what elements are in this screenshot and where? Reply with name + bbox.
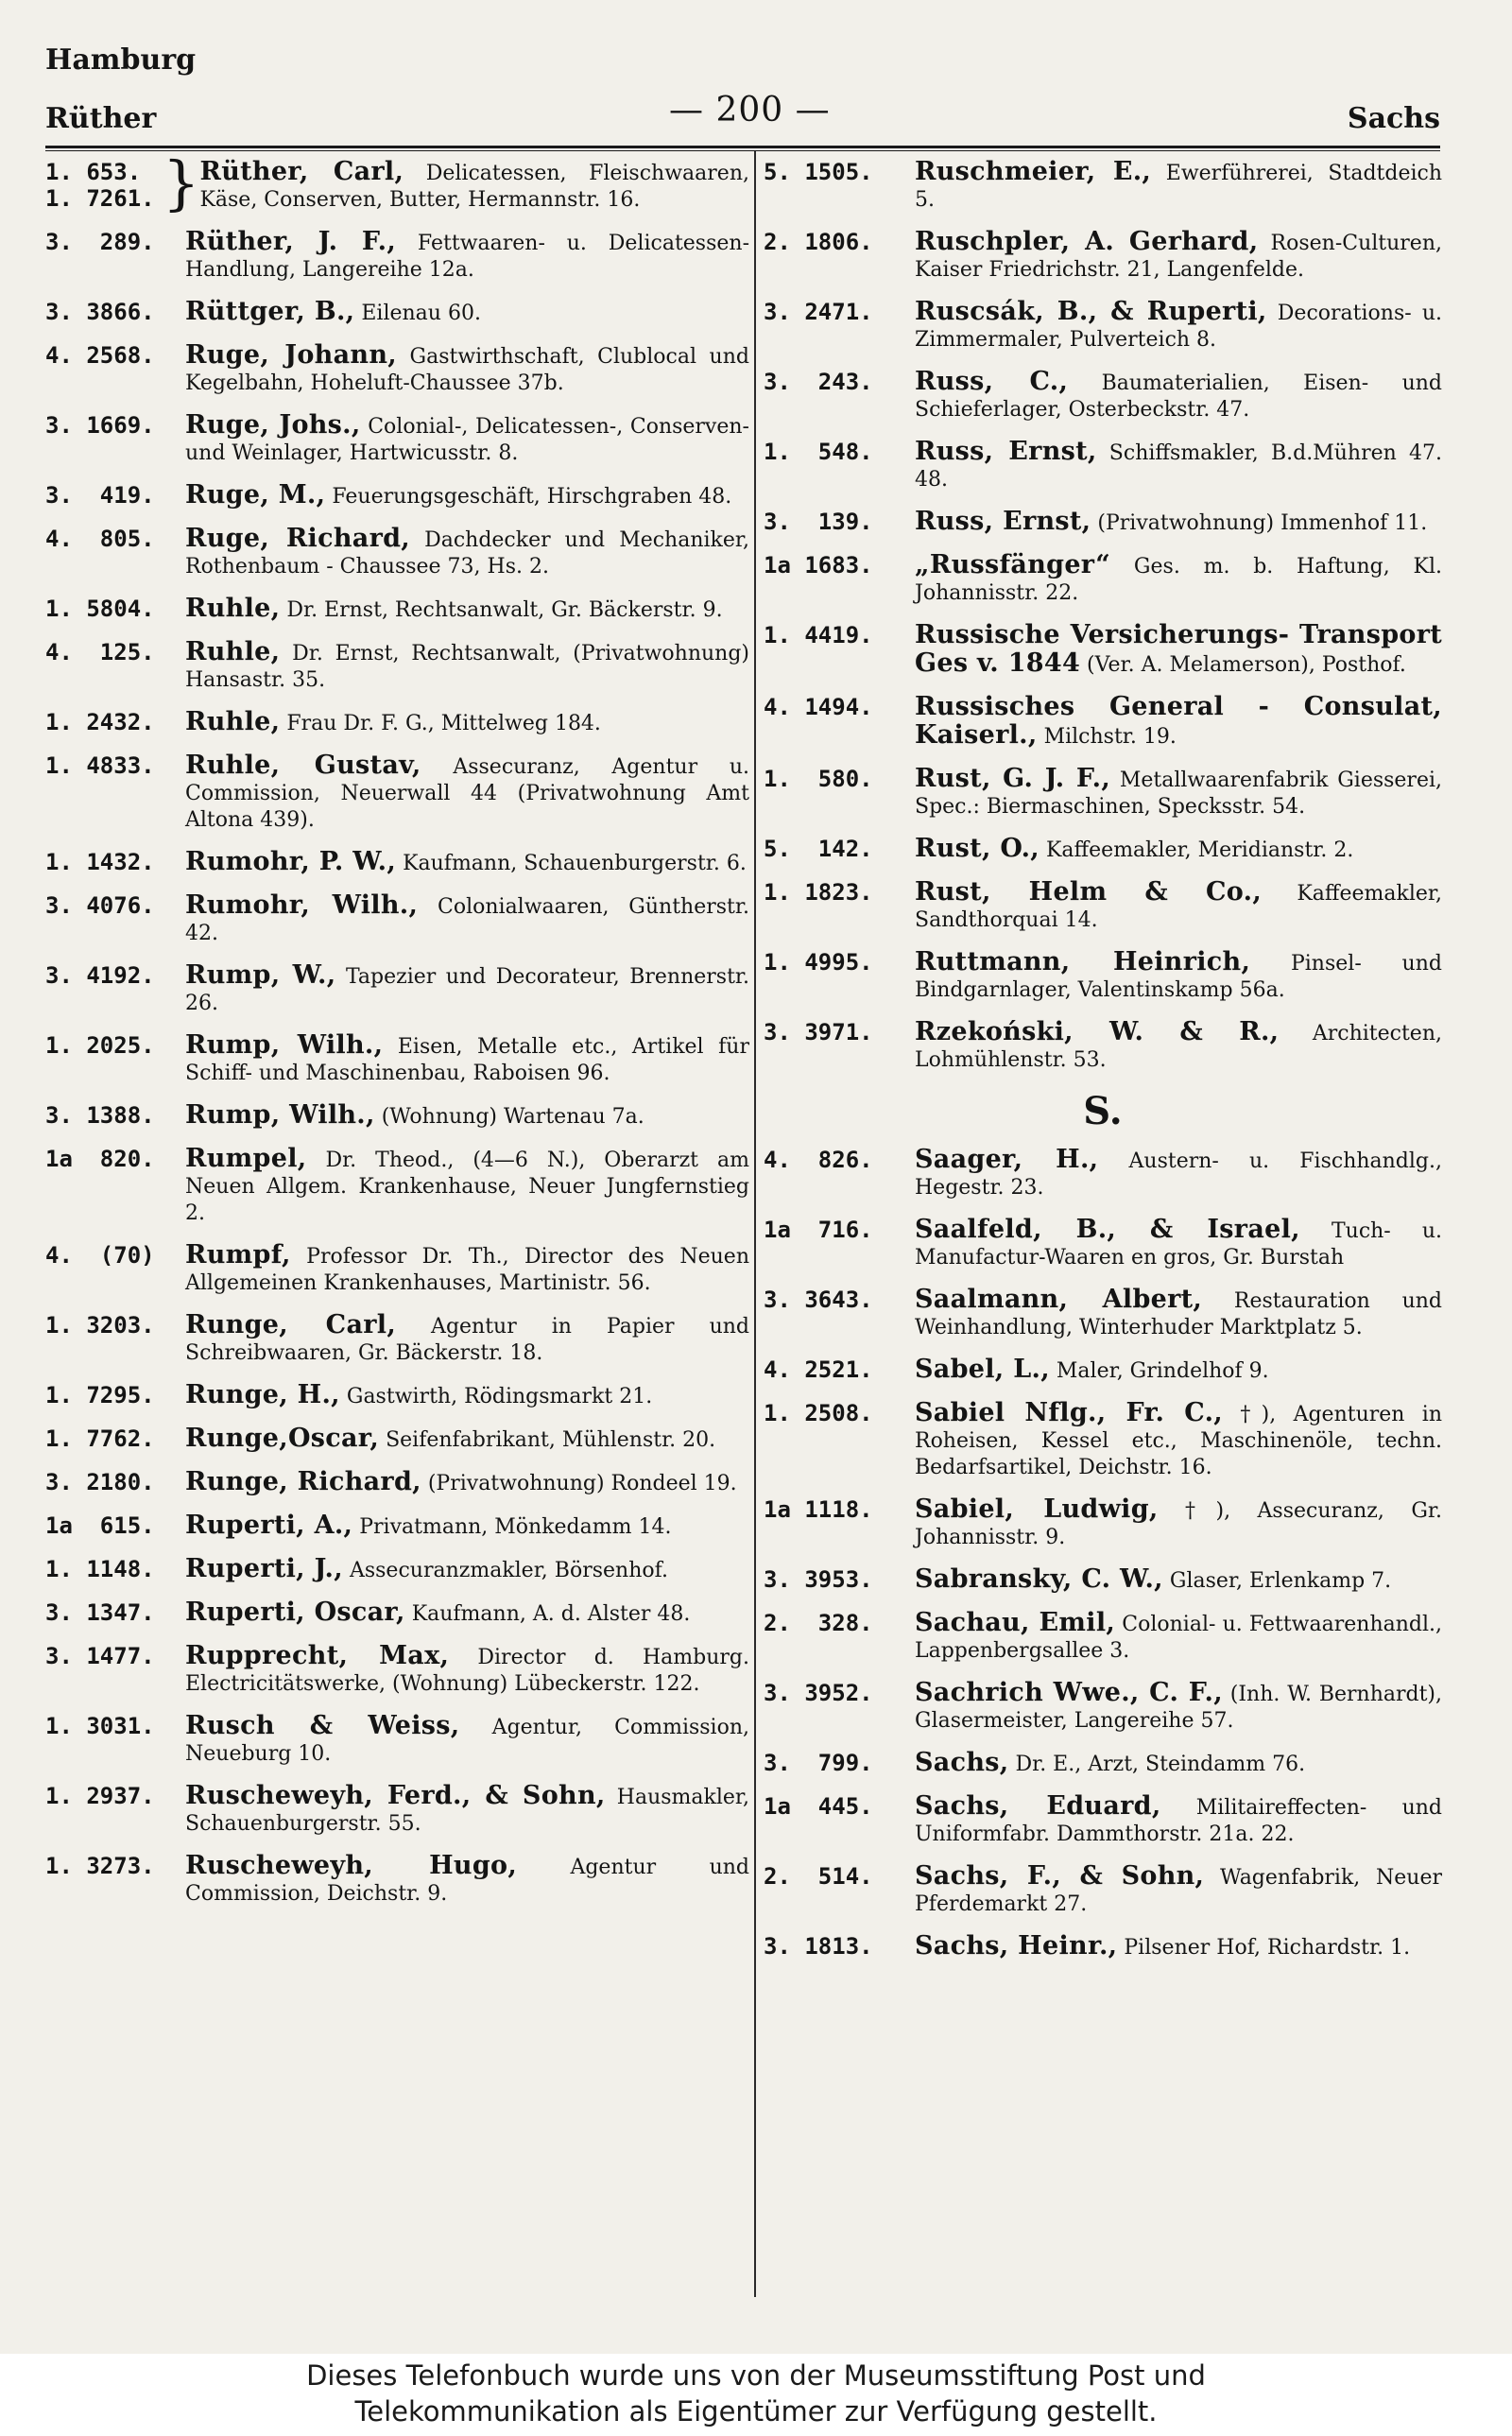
entry-detail: †), Agenturen in Roheisen, Kessel etc., Maschinenöle, techn. Bedarfsartikel, Deichstr. 16. — [915, 1403, 1442, 1479]
entry-detail: Gastwirthschaft, Clublocal und Kegelbahn, Hoheluft-Chaussee 37b. — [185, 345, 749, 395]
entry-detail: Kaufmann, Schauenburgerstr. 6. — [396, 852, 747, 875]
entry-name: Rumohr, Wilh., — [185, 890, 419, 920]
entry-body — [185, 299, 749, 327]
entry-name: Ruhle, Gustav, — [185, 751, 421, 780]
entry-name: Sabiel Nflg., Fr. C., — [915, 1398, 1223, 1427]
entry-name: Rüttger, B., — [185, 297, 355, 326]
entry-detail: (Wohnung) Wartenau 7a. — [374, 1105, 644, 1129]
entry-number: 3. 1347. — [45, 1599, 155, 1626]
header-last-entry: Sachs — [1347, 102, 1440, 135]
entry-detail: Dr. Ernst, Rechtsanwalt, (Privatwohnung) Hansastr. 35. — [185, 642, 749, 692]
s-section — [764, 1147, 1442, 1961]
entry-body — [915, 949, 1442, 1004]
entry-name: Rüther, Carl, — [199, 157, 404, 186]
entry-body — [185, 1242, 749, 1297]
entry-number: 1. 3273. — [45, 1853, 155, 1879]
entry-name: Ruhle, — [185, 707, 281, 736]
directory-entry — [45, 148, 749, 217]
entry-body — [915, 1750, 1442, 1778]
entry-body — [915, 622, 1442, 679]
entry-body — [915, 1863, 1442, 1918]
entry-detail: (Inh. W. Bernhardt), Glasermeister, Langereihe 57. — [915, 1683, 1442, 1733]
left-column — [45, 148, 750, 1923]
entry-detail: Dr. Ernst, Rechtsanwalt, Gr. Bäckerstr. 9. — [280, 598, 723, 622]
entry-detail: Dr. E., Arzt, Steindamm 76. — [1008, 1753, 1306, 1776]
entry-body — [185, 1146, 749, 1227]
entry-name: Ruge, Johs., — [185, 410, 361, 440]
entry-detail: Kaufmann, A. d. Alster 48. — [404, 1602, 691, 1626]
entry-number: 4. 826. — [764, 1147, 873, 1173]
entry-number: 3. 4192. — [45, 962, 155, 989]
entry-name: Sachau, Emil, — [915, 1608, 1116, 1637]
directory-entry — [45, 1556, 749, 1584]
directory-entry — [45, 1242, 749, 1297]
entry-number: 1. 1823. — [764, 879, 873, 906]
directory-entry — [45, 1032, 749, 1087]
entry-detail: Colonialwaaren, Güntherstr. 42. — [185, 895, 749, 945]
entry-detail: Glaser, Erlenkamp 7. — [1162, 1569, 1392, 1593]
directory-entry — [45, 1312, 749, 1367]
entry-detail: Kaffeemakler, Meridianstr. 2. — [1039, 838, 1354, 862]
directory-entry — [764, 509, 1442, 537]
entry-body — [185, 639, 749, 694]
entry-name: Rust, Helm & Co., — [915, 877, 1263, 907]
entry-number: 3. 139. — [764, 509, 873, 535]
entry-body — [185, 1853, 749, 1908]
entry-number: 1a 615. — [45, 1512, 155, 1539]
right-column — [764, 159, 1442, 1977]
entry-name: Rump, Wilh., — [185, 1030, 384, 1060]
entry-body — [185, 752, 749, 834]
entry-number: 3. 2180. — [45, 1469, 155, 1495]
column-divider — [754, 151, 756, 2297]
entry-name: Sabransky, C. W., — [915, 1564, 1163, 1594]
entry-body — [185, 709, 749, 737]
entry-name: Rumpel, — [185, 1144, 307, 1173]
entry-detail: Pilsener Hof, Richardstr. 1. — [1117, 1936, 1411, 1960]
entry-number: 1. 2025. — [45, 1032, 155, 1059]
entry-detail: Dr. Theod., (4—6 N.), Oberarzt am Neuen Allgem. Krankenhause, Neuer Jungfernstieg 2. — [185, 1149, 749, 1225]
directory-entry — [764, 1356, 1442, 1385]
directory-entry — [764, 1750, 1442, 1778]
entry-name: Ruscsák, B., & Ruperti, — [915, 297, 1267, 326]
directory-entry — [764, 159, 1442, 214]
directory-entry — [764, 552, 1442, 607]
footer-line: Dieses Telefonbuch wurde uns von der Museumsstiftung Post und — [306, 2359, 1206, 2392]
entry-name: Russische Versicherungs- Transport Ges v. 1844 — [915, 620, 1442, 678]
entry-body — [185, 1312, 749, 1367]
entry-number: 1. 2508. — [764, 1400, 873, 1426]
footer-line: Telekommunikation als Eigentümer zur Verfügung gestellt. — [354, 2395, 1158, 2427]
entry-name: Ruge, Johann, — [185, 340, 397, 370]
directory-entry — [764, 1019, 1442, 1074]
entry-detail: †), Assecuranz, Gr. Johannisstr. 9. — [915, 1499, 1442, 1549]
entry-number: 3. 799. — [764, 1750, 873, 1776]
entry-detail: Colonial- u. Fettwaarenhandl., Lappenbergsallee 3. — [915, 1613, 1442, 1663]
entry-body — [915, 836, 1442, 864]
entry-number: 1a 820. — [45, 1146, 155, 1172]
directory-entry — [764, 229, 1442, 284]
entry-number: 1. 653. — [45, 159, 142, 185]
entry-body — [185, 526, 749, 580]
entry-number: 3. 243. — [764, 369, 873, 395]
entry-number: 1. 4419. — [764, 622, 873, 648]
entry-detail: (Privatwohnung) Immenhof 11. — [1091, 511, 1428, 535]
directory-entry — [764, 299, 1442, 354]
entry-number: 1. 4833. — [45, 752, 155, 779]
entry-detail: Decorations- u. Zimmermaler, Pulverteich 8. — [915, 302, 1442, 352]
entry-number: 1. 3031. — [45, 1713, 155, 1739]
entry-number: 1. 4995. — [764, 949, 873, 976]
directory-entry — [764, 1566, 1442, 1595]
directory-entry — [45, 892, 749, 947]
entry-body — [185, 962, 749, 1017]
directory-entry — [764, 694, 1442, 751]
entry-detail: Delicatessen, Fleischwaaren, Käse, Conserven, Butter, Hermannstr. 16. — [199, 162, 749, 212]
entry-number: 5. 1505. — [764, 159, 873, 185]
entry-detail: Assecuranzmakler, Börsenhof. — [342, 1559, 668, 1582]
entry-detail: Milchstr. 19. — [1037, 725, 1177, 749]
entry-body — [185, 1382, 749, 1410]
directory-entry — [764, 1863, 1442, 1918]
entry-number: 3. 3971. — [764, 1019, 873, 1045]
directory-entry — [45, 1382, 749, 1410]
directory-entry — [45, 299, 749, 327]
entry-number: 3. 3953. — [764, 1566, 873, 1593]
directory-entry — [45, 962, 749, 1017]
entry-name: Sachrich Wwe., C. F., — [915, 1678, 1223, 1707]
entry-body — [185, 1783, 749, 1838]
entry-detail: (Ver. A. Melamerson), Posthof. — [1080, 653, 1406, 677]
entry-name: Sachs, Heinr., — [915, 1931, 1118, 1961]
entry-number: 1. 580. — [764, 766, 873, 792]
entry-number: 1a 1683. — [764, 552, 873, 579]
entry-body — [915, 1217, 1442, 1271]
entry-detail: Colonial-, Delicatessen-, Conserven- und Weinlager, Hartwicusstr. 8. — [185, 415, 749, 465]
entry-body — [185, 849, 749, 877]
entry-detail: Wagenfabrik, Neuer Pferdemarkt 27. — [915, 1866, 1442, 1916]
entry-detail: Seifenfabrikant, Mühlenstr. 20. — [379, 1428, 716, 1452]
directory-entry — [45, 1146, 749, 1227]
entry-name: Runge, Richard, — [185, 1467, 421, 1496]
entry-detail: Director d. Hamburg. Electricitätswerke, (Wohnung) Lübeckerstr. 122. — [185, 1646, 750, 1696]
entry-name: Sachs, Eduard, — [915, 1791, 1161, 1821]
entry-number: 1. 2937. — [45, 1783, 155, 1809]
entry-detail: Ges. m. b. Haftung, Kl. Johannisstr. 22. — [915, 555, 1442, 605]
entry-detail: Metallwaarenfabrik Giesserei, Spec.: Biermaschinen, Specksstr. 54. — [915, 769, 1443, 819]
entry-body — [915, 1933, 1442, 1961]
directory-entry — [45, 1469, 749, 1497]
entry-detail: Rosen-Culturen, Kaiser Friedrichstr. 21, Langenfelde. — [915, 232, 1442, 282]
directory-entry — [764, 1496, 1442, 1551]
entry-name: Rump, W., — [185, 960, 336, 990]
entry-body — [915, 369, 1442, 423]
entry-body — [915, 552, 1442, 607]
entry-detail: Maler, Grindelhof 9. — [1049, 1359, 1269, 1383]
entry-detail: Restauration und Weinhandlung, Winterhuder Marktplatz 5. — [915, 1289, 1442, 1339]
entry-detail: Fettwaaren- u. Delicatessen-Handlung, Langereihe 12a. — [185, 232, 750, 282]
entry-body — [185, 229, 749, 284]
directory-entry — [764, 766, 1442, 821]
entry-detail: Agentur in Papier und Schreibwaaren, Gr. Bäckerstr. 18. — [185, 1315, 749, 1365]
entry-body — [915, 1147, 1442, 1201]
directory-entry — [764, 1610, 1442, 1665]
entry-body — [915, 1566, 1442, 1595]
directory-entry — [45, 752, 749, 834]
entry-name: Rust, G. J. F., — [915, 764, 1111, 793]
entry-name: Ruperti, A., — [185, 1511, 353, 1540]
entry-body — [185, 1032, 749, 1087]
directory-entry — [764, 879, 1442, 934]
entry-number: 4. 2568. — [45, 342, 155, 369]
entry-body — [915, 1356, 1442, 1385]
entry-detail: Eilenau 60. — [354, 302, 481, 325]
directory-entry — [45, 709, 749, 737]
directory-entry — [764, 1793, 1442, 1848]
entry-name: Ruhle, — [185, 637, 281, 666]
entry-number: 1. 1148. — [45, 1556, 155, 1582]
entry-number: 1. 1432. — [45, 849, 155, 875]
entry-detail: Eisen, Metalle etc., Artikel für Schiff- und Maschinenbau, Raboisen 96. — [185, 1035, 749, 1085]
entry-detail: Militaireffecten- und Uniformfabr. Dammthorstr. 21a. 22. — [915, 1796, 1442, 1846]
entry-name: Runge, H., — [185, 1380, 340, 1409]
entry-body — [185, 482, 749, 510]
entry-name: Ruschpler, A. Gerhard, — [915, 227, 1259, 256]
entry-detail: Kaffeemakler, Sandthorquai 14. — [915, 882, 1443, 932]
directory-entry — [764, 836, 1442, 864]
header-city: Hamburg — [45, 43, 197, 77]
entry-body — [185, 1512, 749, 1541]
entry-number: 1. 5804. — [45, 596, 155, 622]
directory-entry — [764, 1400, 1442, 1481]
entry-name: Russ, Ernst, — [915, 437, 1097, 466]
entry-number: 3. 3866. — [45, 299, 155, 325]
entry-name: Ruschmeier, E., — [915, 157, 1152, 186]
footer-note — [0, 2354, 1512, 2436]
entry-body — [915, 1793, 1442, 1848]
entry-body — [915, 229, 1442, 284]
entry-number: 1. 548. — [764, 439, 873, 465]
entry-body — [185, 1643, 749, 1698]
directory-entry — [45, 849, 749, 877]
entry-name: Ruscheweyh, Ferd., & Sohn, — [185, 1781, 606, 1810]
directory-entry — [45, 1102, 749, 1131]
entry-body — [185, 1556, 749, 1584]
entry-number: 3. 3643. — [764, 1287, 873, 1313]
entry-name: Saager, H., — [915, 1145, 1099, 1174]
entry-detail: Frau Dr. F. G., Mittelweg 184. — [280, 712, 601, 735]
entry-body — [915, 879, 1442, 934]
directory-entry — [45, 482, 749, 510]
entry-name: Rusch & Weiss, — [185, 1711, 460, 1740]
entry-number: 4. (70) — [45, 1242, 155, 1269]
entry-body — [915, 766, 1442, 821]
entry-detail: Pinsel- und Bindgarnlager, Valentinskamp 56a. — [915, 952, 1442, 1002]
entry-number: 2. 328. — [764, 1610, 873, 1636]
entry-detail: Baumaterialien, Eisen- und Schieferlager, Osterbeckstr. 47. — [915, 371, 1442, 422]
entry-body — [915, 1610, 1442, 1665]
entry-number: 1. 7762. — [45, 1425, 155, 1452]
directory-entry — [764, 949, 1442, 1004]
entry-detail: Ewerführerei, Stadtdeich 5. — [915, 162, 1443, 212]
directory-entry — [764, 1287, 1442, 1341]
entry-detail: Agentur, Commission, Neueburg 10. — [185, 1716, 749, 1766]
directory-entry — [764, 1217, 1442, 1271]
entry-name: Rüther, J. F., — [185, 227, 397, 256]
entry-body — [915, 1287, 1442, 1341]
page-header — [45, 42, 1440, 150]
directory-entry — [45, 1783, 749, 1838]
entry-name: Sabel, L., — [915, 1355, 1050, 1384]
entry-name: Sachs, — [915, 1748, 1009, 1777]
entry-number: 3. 1388. — [45, 1102, 155, 1129]
entry-name: Russisches General - Consulat, Kaiserl., — [915, 692, 1442, 750]
entry-name: Ruscheweyh, Hugo, — [185, 1851, 518, 1880]
entry-name: Saalfeld, B., & Israel, — [915, 1215, 1300, 1244]
entry-name: Sachs, F., & Sohn, — [915, 1861, 1205, 1891]
entry-name: Runge, Carl, — [185, 1310, 397, 1339]
entry-name: Ruperti, J., — [185, 1554, 343, 1583]
entry-name: Russ, Ernst, — [915, 507, 1091, 536]
entry-number: 2. 1806. — [764, 229, 873, 255]
entry-detail: Dachdecker und Mechaniker, Rothenbaum - Chaussee 73, Hs. 2. — [185, 528, 749, 579]
entry-number: 3. 289. — [45, 229, 155, 255]
entry-name: Saalmann, Albert, — [915, 1285, 1203, 1314]
entry-name: Ruttmann, Heinrich, — [915, 947, 1251, 976]
directory-entry — [45, 412, 749, 467]
entry-detail: Tuch- u. Manufactur-Waaren en gros, Gr. Burstah — [915, 1219, 1442, 1270]
entry-name: Russ, C., — [915, 367, 1069, 396]
entry-number: 4. 1494. — [764, 694, 873, 720]
entry-number: 1a 445. — [764, 1793, 873, 1820]
entry-detail: Professor Dr. Th., Director des Neuen Allgemeinen Krankenhauses, Martinistr. 56. — [185, 1245, 749, 1295]
entry-detail: Architecten, Lohmühlenstr. 53. — [915, 1022, 1442, 1072]
directory-entry — [45, 1713, 749, 1768]
entry-body — [185, 1469, 749, 1497]
entry-body — [915, 159, 1442, 214]
directory-entry — [45, 342, 749, 397]
entry-number: 3. 1669. — [45, 412, 155, 439]
entry-body — [915, 694, 1442, 751]
directory-entry — [45, 639, 749, 694]
entry-body — [185, 342, 749, 397]
entry-body — [185, 1102, 749, 1131]
entry-name: „Russfänger“ — [915, 550, 1111, 579]
entry-number: 2. 514. — [764, 1863, 873, 1890]
directory-entry — [45, 526, 749, 580]
directory-entry — [764, 1147, 1442, 1201]
entry-number: 4. 2521. — [764, 1356, 873, 1383]
entry-detail: Agentur und Commission, Deichstr. 9. — [185, 1856, 749, 1906]
entry-name: Ruhle, — [185, 594, 281, 623]
entry-detail: Hausmakler, Schauenburgerstr. 55. — [185, 1786, 749, 1836]
entry-detail: (Privatwohnung) Rondeel 19. — [421, 1472, 737, 1495]
entry-body — [915, 1496, 1442, 1551]
entry-number: 3. 3952. — [764, 1680, 873, 1706]
entry-detail: Austern- u. Fischhandlg., Hegestr. 23. — [915, 1149, 1442, 1200]
directory-entry — [764, 439, 1442, 493]
entry-number: 3. 419. — [45, 482, 155, 509]
entry-name: Ruperti, Oscar, — [185, 1598, 405, 1627]
entry-name: Rupprecht, Max, — [185, 1641, 450, 1670]
entry-body — [915, 1019, 1442, 1074]
entry-detail: Feuerungsgeschäft, Hirschgraben 48. — [325, 485, 732, 509]
header-first-entry: Rüther — [45, 102, 157, 135]
entry-detail: Privatmann, Mönkedamm 14. — [352, 1515, 672, 1539]
entry-body — [915, 1680, 1442, 1735]
entry-body — [185, 1713, 749, 1768]
entry-body — [915, 1400, 1442, 1481]
directory-entry — [45, 1512, 749, 1541]
directory-entry — [45, 596, 749, 624]
entry-number: 1. 2432. — [45, 709, 155, 735]
entry-body — [185, 1425, 749, 1454]
entry-number: 4. 805. — [45, 526, 155, 552]
directory-entry — [764, 622, 1442, 679]
entry-number: 5. 142. — [764, 836, 873, 862]
page-number: — 200 — — [669, 91, 831, 130]
entry-body — [185, 412, 749, 467]
entry-number: 1. 7295. — [45, 1382, 155, 1408]
directory-entry — [45, 1425, 749, 1454]
entry-name: Rump, Wilh., — [185, 1100, 375, 1130]
entry-name: Rumohr, P. W., — [185, 847, 397, 876]
entry-detail: Tapezier und Decorateur, Brennerstr. 26. — [185, 965, 749, 1015]
entry-body — [915, 299, 1442, 354]
entry-name: Ruge, Richard, — [185, 524, 410, 553]
entry-detail: Gastwirth, Rödingsmarkt 21. — [339, 1385, 653, 1408]
entry-numbers — [45, 159, 163, 212]
entry-number: 3. 1477. — [45, 1643, 155, 1669]
directory-entry — [764, 369, 1442, 423]
directory-entry — [45, 1853, 749, 1908]
directory-entry — [764, 1933, 1442, 1961]
entry-number: 1a 716. — [764, 1217, 873, 1243]
entry-number: 1. 7261. — [45, 185, 155, 212]
entry-number: 4. 125. — [45, 639, 155, 665]
entry-number: 3. 1813. — [764, 1933, 873, 1960]
entry-detail: Schiffsmakler, B.d.Mühren 47. 48. — [915, 441, 1442, 492]
entry-body — [185, 596, 749, 624]
entry-body — [199, 159, 749, 214]
entry-number: 1. 3203. — [45, 1312, 155, 1339]
entry-name: Rust, O., — [915, 834, 1040, 863]
entry-number: 3. 2471. — [764, 299, 873, 325]
entry-name: Ruge, M., — [185, 480, 326, 510]
entry-name: Sabiel, Ludwig, — [915, 1494, 1159, 1524]
entry-body — [185, 892, 749, 947]
brace: } — [163, 148, 200, 217]
entry-body — [185, 1599, 749, 1628]
entry-name: Runge,Oscar, — [185, 1424, 380, 1453]
entry-body — [915, 509, 1442, 537]
header-rule — [45, 146, 1440, 151]
entry-body — [915, 439, 1442, 493]
directory-entry — [45, 1643, 749, 1698]
entry-number: 1a 1118. — [764, 1496, 873, 1523]
section-letter: S. — [1083, 1089, 1123, 1133]
r-section — [764, 159, 1442, 1074]
entry-name: Rzekoński, W. & R., — [915, 1017, 1280, 1046]
directory-entry — [45, 229, 749, 284]
entry-number: 3. 4076. — [45, 892, 155, 919]
directory-entry — [764, 1680, 1442, 1735]
entry-name: Rumpf, — [185, 1240, 291, 1270]
entry-detail: Assecuranz, Agentur u. Commission, Neuerwall 44 (Privatwohnung Amt Altona 439). — [185, 755, 749, 832]
directory-entry — [45, 1599, 749, 1628]
